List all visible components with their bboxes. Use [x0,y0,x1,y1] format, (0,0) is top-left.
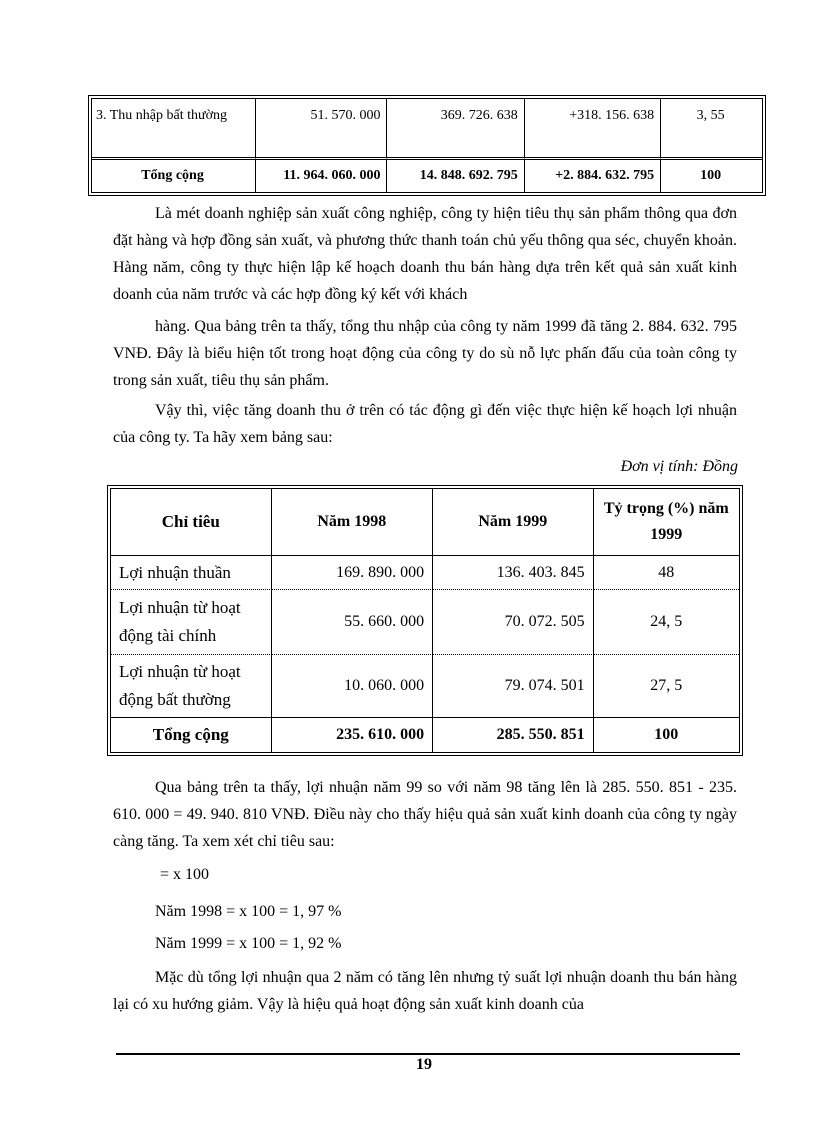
formula-ratio: = x 100 [160,866,210,883]
table-row [111,556,739,590]
table-header-row [111,489,739,556]
total-1998: 11. 964. 060. 000 [256,160,387,192]
cell-1998: 51. 570. 000 [256,99,387,160]
row-label: 3. Thu nhập bất thường [92,99,256,160]
total-change: +2. 884. 632. 795 [525,160,661,192]
cell-share: 24, 5 [594,590,739,655]
paragraph-text: Là mét doanh nghiệp sản xuất công nghiệp, công ty hiện tiêu thụ sản phẩm thông qua đơn đặt hàng và hợp đồng sản xuất, và phương thức thanh toán chủ yếu thông qua séc, chuyển khoản. Hàng năm, công ty thực hiện lập kế hoạch doanh thu bán hàng dựa trên kết quả sản xuất kinh doanh của năm trước và các hợp đồng ký kết với khách [113,205,737,303]
cell-1998: 10. 060. 000 [272,655,434,718]
total-share: 100 [700,168,722,183]
cell-1999: 70. 072. 505 [433,590,594,655]
profit-table [107,485,743,756]
cell-1999: 79. 074. 501 [433,655,594,718]
paragraph-1 [113,200,737,308]
footer-rule [116,1053,740,1055]
row-label: Lợi nhuận từ hoạt động tài chính [111,590,272,655]
formula-1999: Năm 1999 = x 100 = 1, 92 % [155,935,342,952]
total-row [92,160,762,192]
table-row [111,655,739,718]
page-number: 19 [416,1057,432,1069]
total-share: 100 [654,726,679,743]
paragraph-text: Qua bảng trên ta thấy, lợi nhuận năm 99 so với năm 98 tăng lên là 285. 550. 851 - 235. 610. 000 = 49. 940. 810 VNĐ. Điều này cho thấy hiệu quả sản xuất kinh doanh của công ty ngày càng tăng. Ta xem xét chỉ tiêu sau: [113,779,737,850]
cell-share: 27, 5 [594,655,739,718]
total-label: Tổng cộng [111,718,272,752]
total-label: Tổng cộng [92,160,256,192]
cell-change: +318. 156. 638 [525,99,661,160]
formula-1998: Năm 1998 = x 100 = 1, 97 % [155,903,342,920]
row-label: Lợi nhuận thuần [111,556,272,590]
total-row [111,718,739,752]
header-1998: Năm 1998 [272,489,434,556]
total-1999: 285. 550. 851 [433,718,594,752]
cell-1999: 136. 403. 845 [433,556,594,590]
income-table [88,95,766,196]
paragraph-5 [113,964,737,1018]
paragraph-text: Mặc dù tổng lợi nhuận qua 2 năm có tăng lên nhưng tỷ suất lợi nhuận doanh thu bán hàng lại có xu hướng giảm. Vậy là hiệu quả hoạt động sản xuất kinh doanh của [113,969,737,1013]
cell-1998: 55. 660. 000 [272,590,434,655]
paragraph-text: hàng. Qua bảng trên ta thấy, tổng thu nhập của công ty năm 1999 đã tăng 2. 884. 632. 795 VNĐ. Đây là biểu hiện tốt trong hoạt động của công ty do sù nỗ lực phấn đấu của toàn công ty trong sản xuất, tiêu thụ sản phẩm. [113,318,737,389]
table-row [111,590,739,655]
row-label: Lợi nhuận từ hoạt động bất thường [111,655,272,718]
cell-1999: 369. 726. 638 [387,99,524,160]
header-indicator: Chỉ tiêu [111,489,272,556]
cell-1998: 169. 890. 000 [272,556,434,590]
paragraph-2 [113,313,737,394]
paragraph-text: Vậy thì, việc tăng doanh thu ở trên có tác động gì đến việc thực hiện kế hoạch lợi nhuận của công ty. Ta hãy xem bảng sau: [113,402,737,446]
header-share: Tỷ trọng (%) năm 1999 [594,489,739,556]
table-row [92,99,762,160]
header-1999: Năm 1999 [433,489,594,556]
total-1998: 235. 610. 000 [272,718,434,752]
unit-note: Đơn vị tính: Đồng [620,458,738,475]
paragraph-3 [113,397,737,451]
paragraph-4 [113,774,737,855]
cell-share: 3, 55 [661,99,762,160]
total-1999: 14. 848. 692. 795 [387,160,524,192]
cell-share: 48 [594,556,739,590]
